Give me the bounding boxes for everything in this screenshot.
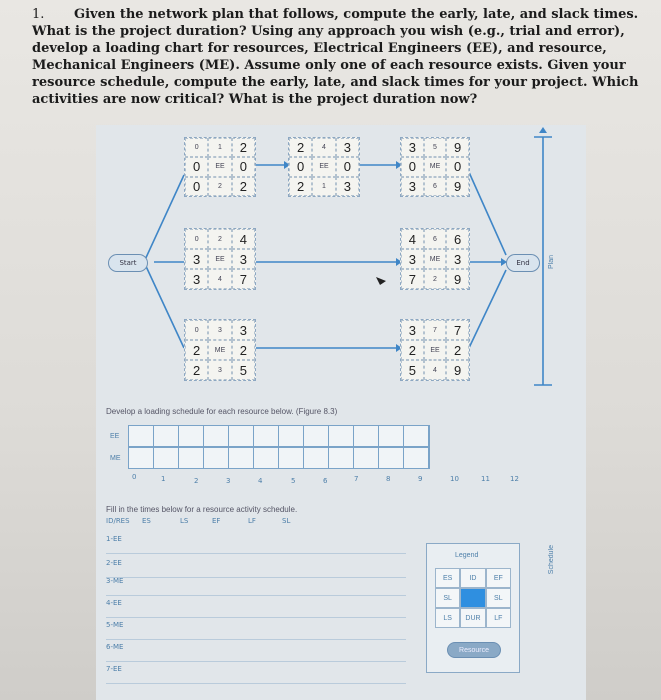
end-node: End [506,254,540,272]
node-2-es: 2 [289,138,312,157]
plan-label: Plan [548,255,555,270]
node-4-ef: 4 [232,229,255,249]
axis-tick: 4 [258,477,263,485]
start-node: Start [108,254,148,272]
node-7-ef: 7 [446,320,469,340]
axis-tick: 12 [510,475,519,483]
node-6-es: 0 [185,320,208,340]
legend-es: ES [435,568,460,588]
table-row-id: 1-EE [106,535,122,543]
node-3-resource: ME [424,157,447,176]
arrow-3-end [468,170,506,255]
legend-center [460,588,485,608]
node-4-es: 0 [185,229,208,249]
table-caption: Fill in the times below for a resource activity schedule. [106,505,298,514]
table-row-id: 4-EE [106,599,122,607]
node-2-id: 4 [312,138,335,157]
node-5-lf: 9 [446,269,469,289]
node-7-es: 3 [401,320,424,340]
node-2-lf: 3 [336,177,359,196]
node-6-sl: 2 [185,340,208,360]
table-row [106,621,406,640]
activity-node-4 [184,228,256,290]
node-7-id: 7 [424,320,447,340]
axis-tick: 2 [194,477,199,485]
textbook-figure [96,125,586,700]
node-2-resource: EE [312,157,335,176]
node-4-sl: 3 [185,249,208,269]
node-4-sl2: 3 [232,249,255,269]
node-6-ef: 3 [232,320,255,340]
table-row [106,643,406,662]
schedule-label: Schedule [548,545,555,575]
table-header-lf: LF [248,517,256,525]
arrowhead-plan-top [539,127,547,133]
node-2-sl: 0 [289,157,312,176]
legend-title: Legend [455,552,479,559]
node-3-dur: 6 [424,177,447,196]
table-header-id: ID/RES [106,517,130,525]
node-5-sl: 3 [401,249,424,269]
axis-tick: 9 [418,475,423,483]
legend-grid [435,568,511,628]
table-row-id: 5-ME [106,621,124,629]
activity-node-2 [288,137,360,197]
node-2-sl2: 0 [336,157,359,176]
node-1-sl: 0 [185,157,208,176]
legend-ef: EF [486,568,511,588]
cursor-arrow [376,277,386,285]
node-3-ef: 9 [446,138,469,157]
node-3-sl: 0 [401,157,424,176]
table-header-es: ES [142,517,151,525]
activity-node-7 [400,319,470,381]
legend-dur: DUR [460,608,485,628]
activity-node-3 [400,137,470,197]
node-7-resource: EE [424,340,447,360]
legend-lf: LF [486,608,511,628]
node-4-resource: EE [208,249,231,269]
arrow-7-end [468,270,506,350]
node-7-sl: 2 [401,340,424,360]
table-row [106,535,406,554]
node-5-sl2: 3 [446,249,469,269]
arrow-start-a [144,175,184,262]
arrow-start-c [144,262,184,348]
table-row-id: 2-EE [106,559,122,567]
node-5-ls: 7 [401,269,424,289]
node-5-id: 6 [424,229,447,249]
activity-node-1 [184,137,256,197]
node-1-resource: EE [208,157,231,176]
node-7-sl2: 2 [446,340,469,360]
node-2-dur: 1 [312,177,335,196]
table-header-sl: SL [282,517,291,525]
table-header-ls: LS [180,517,189,525]
node-4-dur: 4 [208,269,231,289]
node-7-lf: 9 [446,360,469,380]
node-3-sl2: 0 [446,157,469,176]
table-row-id: 7-EE [106,665,122,673]
legend-ls: LS [435,608,460,628]
node-5-resource: ME [424,249,447,269]
table-row [106,559,406,578]
loading-caption: Develop a loading schedule for each resource below. (Figure 8.3) [106,407,338,416]
question-number: 1. [32,7,45,22]
node-1-es: 0 [185,138,208,157]
node-6-ls: 2 [185,360,208,380]
node-4-ls: 3 [185,269,208,289]
node-1-dur: 2 [208,177,231,196]
legend-sl: SL [435,588,460,608]
axis-tick: 7 [354,475,359,483]
table-row-id: 3-ME [106,577,124,585]
axis-tick: 5 [291,477,296,485]
loading-row-me: ME [110,455,121,462]
node-5-es: 4 [401,229,424,249]
question-body: Given the network plan that follows, compute the early, late, and slack times. What is the project duration? Using any approach you wish (e.g., trial and error), develop a loading chart for resources, Electrical Engineers (EE), and resource, Mechanical Engineers (ME). Assume only one of each resource exists. Given your resource schedule, compute the early, late, and slack times for your project. Which activities are now critical? What is the project duration now? [32,7,639,107]
table-row [106,665,406,684]
table-row [106,577,406,596]
legend-id: ID [460,568,485,588]
node-5-dur: 2 [424,269,447,289]
node-3-ls: 3 [401,177,424,196]
node-2-ls: 2 [289,177,312,196]
axis-tick: 0 [132,473,137,481]
node-4-id: 2 [208,229,231,249]
node-3-lf: 9 [446,177,469,196]
loading-grid-ee [128,425,430,447]
axis-tick: 6 [323,477,328,485]
question-text [32,6,642,108]
axis-tick: 3 [226,477,231,485]
node-7-ls: 5 [401,360,424,380]
axis-tick: 8 [386,475,391,483]
node-6-id: 3 [208,320,231,340]
node-6-sl2: 2 [232,340,255,360]
node-6-dur: 3 [208,360,231,380]
node-2-ef: 3 [336,138,359,157]
table-header-ef: EF [212,517,221,525]
node-1-ef: 2 [232,138,255,157]
axis-tick: 10 [450,475,459,483]
node-4-lf: 7 [232,269,255,289]
legend-resource: Resource [447,642,501,658]
loading-row-ee: EE [110,433,120,440]
axis-tick: 11 [481,475,490,483]
node-1-sl2: 0 [232,157,255,176]
network-diagram [96,125,586,415]
node-3-es: 3 [401,138,424,157]
loading-grid-me [128,447,430,469]
node-6-lf: 5 [232,360,255,380]
node-1-id: 1 [208,138,231,157]
legend-box [426,543,520,673]
node-7-dur: 4 [424,360,447,380]
node-6-resource: ME [208,340,231,360]
table-row-id: 6-ME [106,643,124,651]
node-3-id: 5 [424,138,447,157]
node-1-ls: 0 [185,177,208,196]
axis-tick: 1 [161,475,166,483]
node-5-ef: 6 [446,229,469,249]
activity-node-6 [184,319,256,381]
node-1-lf: 2 [232,177,255,196]
activity-node-5 [400,228,470,290]
legend-sl-right: SL [486,588,511,608]
table-row [106,599,406,618]
